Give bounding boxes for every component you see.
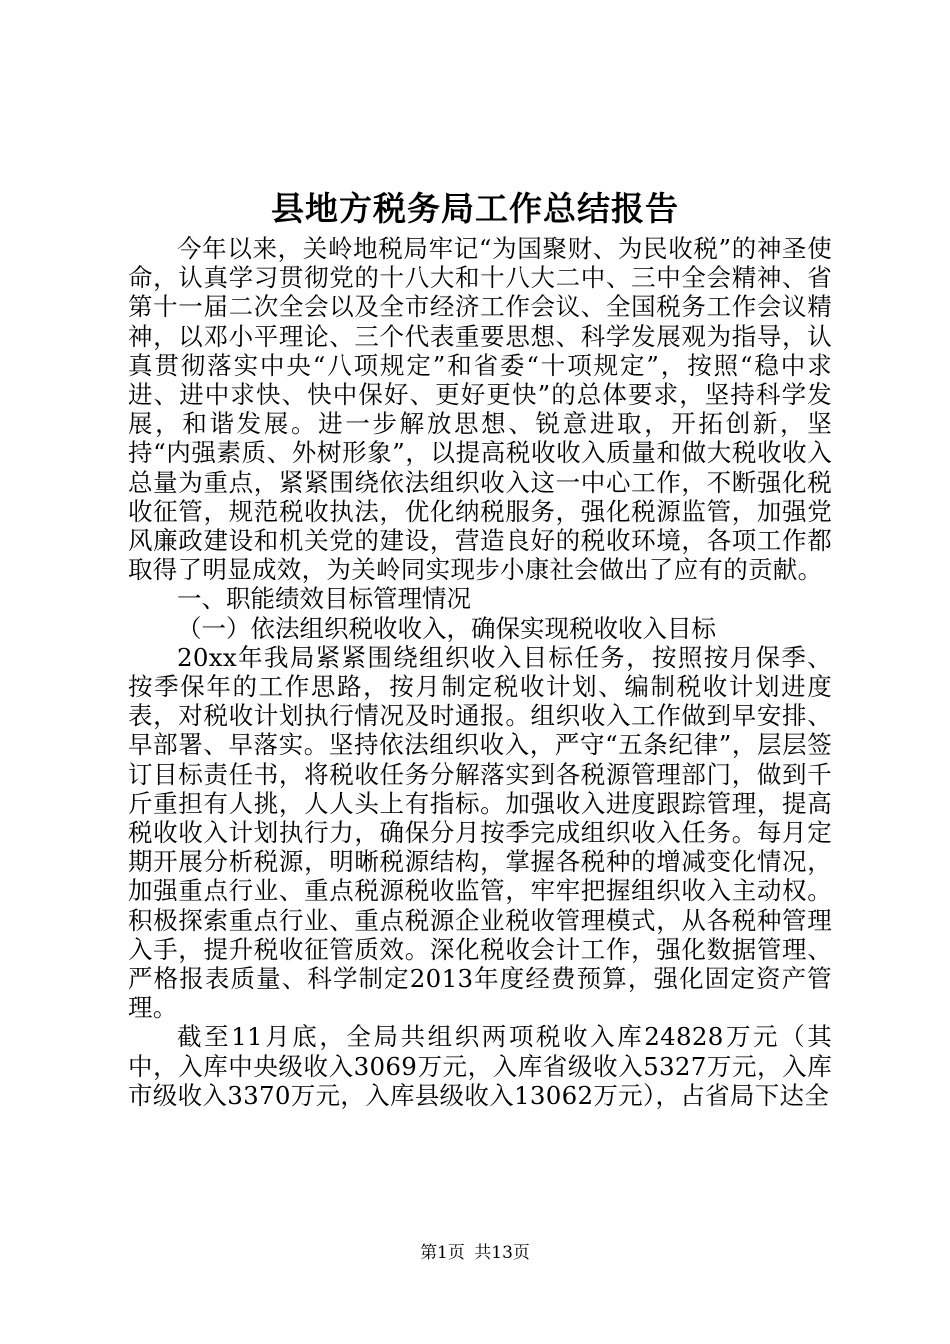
intro-paragraph: 今年以来，关岭地税局牢记“为国聚财、为民收税”的神圣使命，认真学习贯彻党的十八大和十八大二中、三中全会精神、省第十一届二次全会以及全市经济工作会议、全国税务工作会议精神，以邓小平理论、三个代表重要思想、科学发展观为指导，认真贯彻落实中央“八项规定”和省委“十项规定”，按照“稳中求进、进中求快、快中保好、更好更快”的总体要求，坚持科学发展，和谐发展。进一步解放思想、锐意进取，开拓创新，坚持“内强素质、外树形象”，以提高税收收入质量和做大税收收入总量为重点，紧紧围绕依法组织收入这一中心工作，不断强化税收征管，规范税收执法，优化纳税服务，强化税源监管，加强党风廉政建设和机关党的建设，营造良好的税收环境，各项工作都取得了明显成效，为关岭同实现步小康社会做出了应有的贡献。 (128, 234, 832, 585)
section-heading-2: （一）依法组织税收收入，确保实现税收收入目标 (177, 613, 716, 643)
document-title: 县地方税务局工作总结报告 (271, 189, 679, 228)
body-paragraph-3: 截至11月底，全局共组织两项税收入库24828万元（其中，入库中央级收入3069万元，入库省级收入5327万元，入库市级收入3370万元，入库县级收入13062万元），占省局下达全 (128, 1022, 832, 1110)
total-pages: 共13页 (474, 1243, 530, 1263)
page-number: 第1页 (420, 1243, 465, 1263)
page-footer (0, 1242, 950, 1264)
document-body (128, 234, 832, 1110)
body-paragraph-2: 20xx年我局紧紧围绕组织收入目标任务，按照按月保季、按季保年的工作思路，按月制定税收计划、编制税收计划进度表，对税收计划执行情况及时通报。组织收入工作做到早安排、早部署、早落实。坚持依法组织收入，严守“五条纪律”，层层签订目标责任书，将税收任务分解落实到各税源管理部门，做到千斤重担有人挑，人人头上有指标。加强收入进度跟踪管理，提高税收收入计划执行力，确保分月按季完成组织收入任务。每月定期开展分析税源，明晰税源结构，掌握各税种的增减变化情况，加强重点行业、重点税源税收监管，牢牢把握组织收入主动权。积极探索重点行业、重点税源企业税收管理模式，从各税种管理入手，提升税收征管质效。深化税收会计工作，强化数据管理、严格报表质量、科学制定2013年度经费预算，强化固定资产管理。 (128, 642, 832, 1023)
section-heading-1: 一、职能绩效目标管理情况 (177, 584, 471, 614)
